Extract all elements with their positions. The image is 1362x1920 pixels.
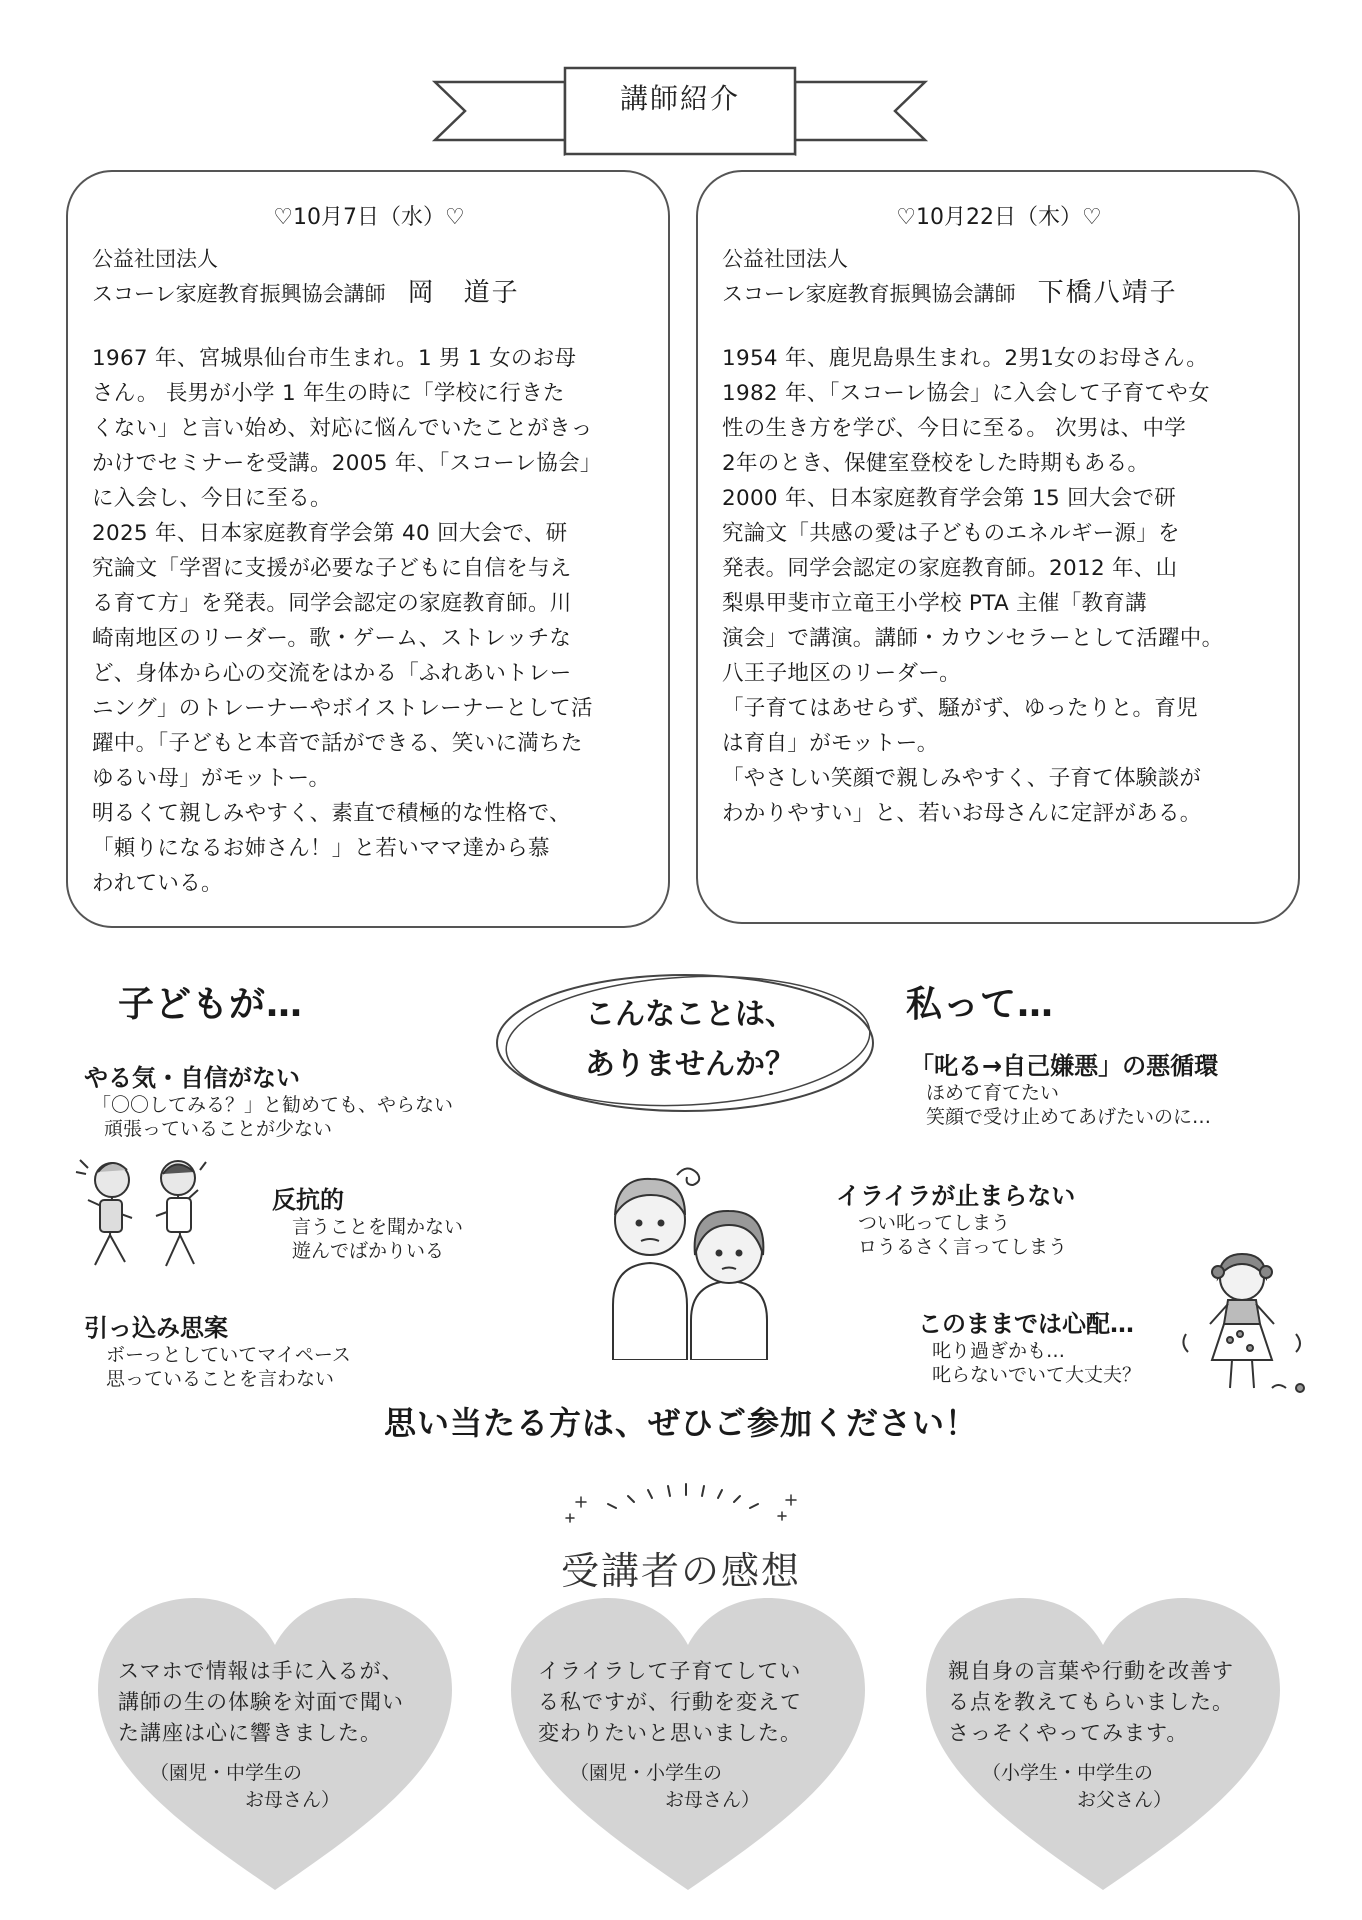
- instructor-org: 公益社団法人: [92, 247, 218, 271]
- instructor-card-shimohashi: [696, 170, 1300, 924]
- worried-parents-illustration: [595, 1155, 780, 1360]
- feedback-author: （小学生・中学生の お父さん）: [982, 1762, 1173, 1811]
- child-issue-rebellious: [272, 1180, 463, 1263]
- child-issue-motivation: [84, 1058, 453, 1141]
- issue-line: ロうるさく言ってしまう: [858, 1236, 1068, 1258]
- feedback-text: 親自身の言葉や行動を改善す る点を教えてもらいました。 さっそくやってみます。: [948, 1659, 1234, 1745]
- issue-line: 言うことを聞かない: [292, 1216, 464, 1238]
- children-heading: 子どもが…: [118, 984, 304, 1025]
- feedback-heart-3: [918, 1590, 1288, 1910]
- instructor-title-line: [722, 276, 1276, 311]
- instructor-title: スコーレ家庭教育振興協会講師: [722, 282, 1016, 306]
- parent-issue-cycle: [910, 1046, 1218, 1129]
- instructor-card-oka: [66, 170, 670, 928]
- question-text: [540, 990, 840, 1090]
- issue-title: 「叱る→自己嫌悪」の悪循環: [910, 1052, 1219, 1080]
- instructor-org: 公益社団法人: [722, 247, 848, 271]
- issue-title: 引っ込み思案: [84, 1314, 228, 1342]
- feedback-author: （園児・中学生の お母さん）: [150, 1762, 341, 1811]
- issue-line: ボーっとしていてマイペース: [106, 1344, 351, 1366]
- section-title-instructors: 講師紹介: [619, 82, 740, 115]
- parent-issue-worry: [918, 1304, 1141, 1387]
- instructor-name: 下橋八靖子: [1037, 278, 1178, 308]
- feedback-heart-2: [503, 1590, 873, 1910]
- issue-line: 笑顔で受け止めてあげたいのに…: [926, 1106, 1212, 1128]
- instructor-bio: 1954 年、鹿児島県生まれ。2男1女のお母さん。 1982 年、「スコーレ協会」に入会して子育てや女 性の生き方を学び、今日に至る。 次男は、中学 2年のとき、保健室登校をした時期もある。 2000 年、日本家庭教育学会第 15 回大会で研 究論文「共感の愛は子どものエネルギー源」を 発表。同学会認定の家庭教育師。2012 年、山 梨県甲斐市立竜王小学校 PTA 主催「教育講 演会」で講演。講師・カウンセラーとして活躍中。 八王子地区のリーダー。 「子育てはあせらず、騒がず、ゆったりと。育児 は育自」がモットー。 「やさしい笑顔で親しみやすく、子育て体験談が わかりやすい」と、若いお母さんに定評がある。: [722, 346, 1224, 826]
- issue-line: ほめて育てたい: [926, 1082, 1060, 1104]
- instructor-name: 岡 道子: [407, 278, 520, 308]
- issue-title: このままでは心配…: [918, 1310, 1134, 1338]
- issue-line: 頑張っていることが少ない: [104, 1118, 333, 1140]
- fighting-children-illustration: [70, 1150, 220, 1275]
- instructor-bio: 1967 年、宮城県仙台市生まれ。1 男 1 女のお母 さん。 長男が小学 1 年生の時に「学校に行きた くない」と言い始め、対応に悩んでいたことがきっ かけでセミナーを受講。2005 年、「スコーレ協会」 に入会し、今日に至る。 2025 年、日本家庭教育学会第 40 回大会で、研 究論文「学習に支援が必要な子どもに自信を与え る育て方」を発表。同学会認定の家庭教育師。川 崎南地区のリーダー。歌・ゲーム、ストレッチな ど、身体から心の交流をはかる「ふれあいトレー ニング」のトレーナーやボイストレーナーとして活 躍中。「子どもと本音で話ができる、笑いに満ちた ゆるい母」がモットー。 明るくて親しみやすく、素直で積極的な性格で、 「頼りになるお姉さん！」と若いママ達から慕 われている。: [92, 346, 602, 896]
- question-line: こんなことは、: [585, 997, 795, 1032]
- section-title-feedback: 受講者の感想: [560, 1549, 801, 1593]
- upset-girl-illustration: [1172, 1248, 1312, 1396]
- issue-line: 叱らないでいて大丈夫？: [932, 1364, 1142, 1386]
- issue-title: イライラが止まらない: [836, 1182, 1076, 1210]
- issue-line: 遊んでばかりいる: [292, 1240, 445, 1262]
- instructor-title: スコーレ家庭教育振興協会講師: [92, 282, 386, 306]
- issue-line: つい叱ってしまう: [858, 1212, 1011, 1234]
- instructor-date: ♡10月7日（水）♡: [273, 205, 465, 230]
- feedback-heart-1: [90, 1590, 460, 1910]
- issue-title: 反抗的: [272, 1186, 344, 1214]
- sparkle-decoration: [556, 1472, 806, 1532]
- issue-line: 叱り過ぎかも…: [932, 1340, 1066, 1362]
- instructor-date: ♡10月22日（木）♡: [896, 205, 1102, 230]
- parent-issue-irritation: [836, 1176, 1075, 1259]
- issue-title: やる気・自信がない: [84, 1064, 300, 1092]
- question-line: ありませんか？: [585, 1047, 795, 1082]
- issue-line: 「〇〇してみる？」と勧めても、やらない: [92, 1094, 454, 1116]
- parent-heading: 私って…: [906, 984, 1055, 1025]
- call-to-action: 思い当たる方は、ぜひご参加ください！: [383, 1404, 978, 1442]
- feedback-author: （園児・小学生の お母さん）: [570, 1762, 761, 1811]
- issue-line: 思っていることを言わない: [106, 1368, 335, 1390]
- instructor-title-line: [92, 276, 646, 311]
- feedback-text: イライラして子育てしてい る私ですが、行動を変えて 変わりたいと思いました。: [538, 1659, 802, 1745]
- feedback-text: スマホで情報は手に入るが、 講師の生の体験を対面で聞い た講座は心に響きました。: [118, 1659, 404, 1745]
- child-issue-shy: [84, 1308, 351, 1391]
